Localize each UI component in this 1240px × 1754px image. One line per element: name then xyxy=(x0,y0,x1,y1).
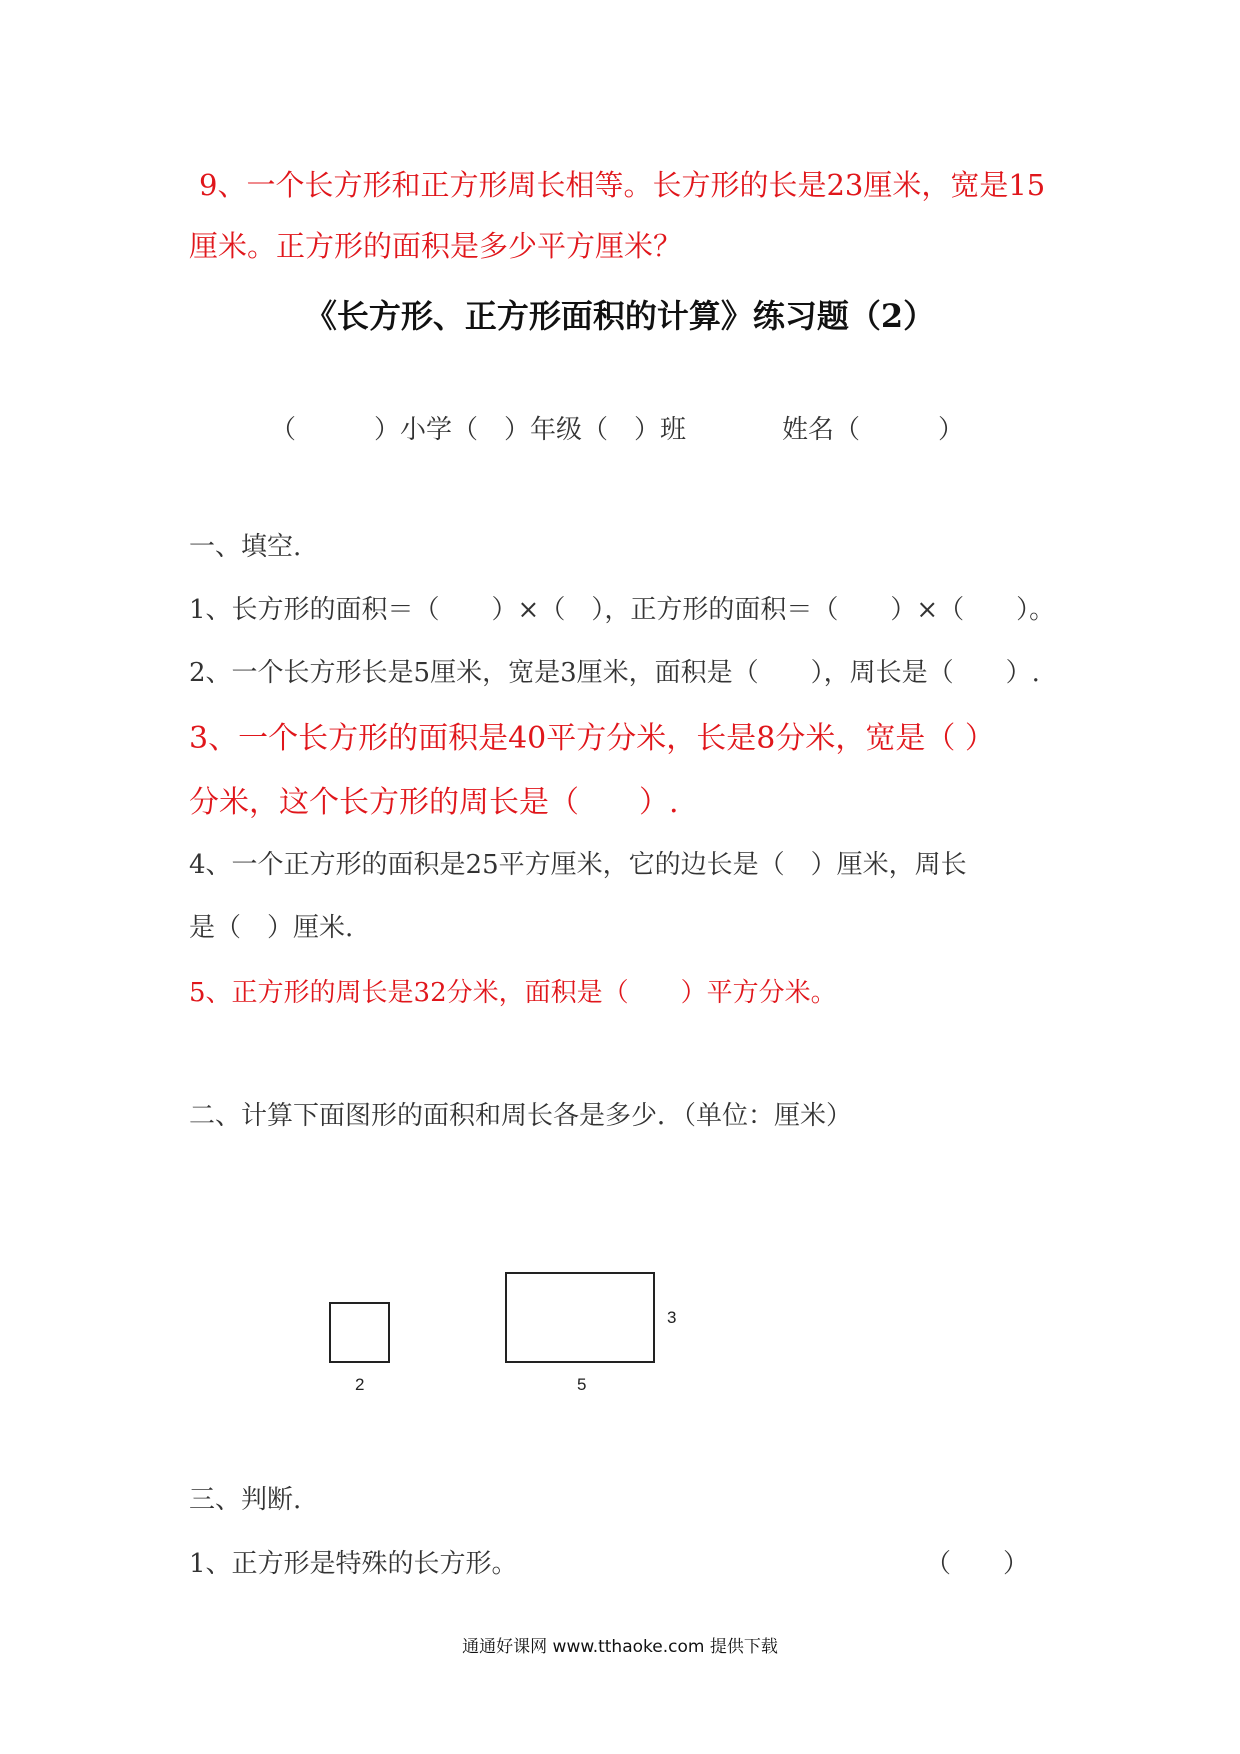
rectangle-shape xyxy=(506,1273,654,1362)
square-shape xyxy=(330,1303,389,1362)
student-name-field: 姓名（ ） xyxy=(782,415,965,445)
section-3-heading: 三、判断. xyxy=(189,1485,302,1515)
section-1-heading: 一、填空. xyxy=(189,532,302,562)
judge-item-1: 1、正方形是特殊的长方形。 xyxy=(189,1549,518,1579)
school-class-field: （ ）小学（ ）年级（ ）班 xyxy=(270,415,687,445)
rectangle-height-label: 3 xyxy=(667,1308,677,1327)
fill-item-4-line-1: 4、一个正方形的面积是25平方厘米，它的边长是（ ）厘米，周长 xyxy=(189,850,967,880)
fill-item-4-line-2: 是（ ）厘米. xyxy=(189,913,354,943)
fill-item-2: 2、一个长方形长是5厘米，宽是3厘米，面积是（ ），周长是（ ）. xyxy=(189,658,1040,688)
judge-item-1-answer-blank: （ ） xyxy=(925,1549,1030,1579)
fill-item-5: 5、正方形的周长是32分米，面积是（ ）平方分米。 xyxy=(189,978,837,1008)
fill-item-1: 1、长方形的面积＝（ ）×（ ），正方形的面积＝（ ）×（ ）。 xyxy=(189,595,1056,625)
question-9-line-2: 厘米。正方形的面积是多少平方厘米？ xyxy=(189,229,683,263)
section-2-heading: 二、计算下面图形的面积和周长各是多少．（单位：厘米） xyxy=(189,1101,853,1131)
square-side-label: 2 xyxy=(355,1375,365,1394)
rectangle-width-label: 5 xyxy=(577,1375,587,1394)
worksheet-title: 《长方形、正方形面积的计算》练习题（2） xyxy=(304,297,936,335)
fill-item-3-line-1: 3、一个长方形的面积是40平方分米，长是8分米，宽是（ ） xyxy=(189,721,995,756)
fill-item-3-line-2: 分米，这个长方形的周长是（ ）. xyxy=(189,785,679,820)
question-9-line-1: 9、一个长方形和正方形周长相等。长方形的长是23厘米，宽是15 xyxy=(199,168,1046,202)
footer-source: 通通好课网 www.tthaoke.com 提供下载 xyxy=(462,1637,778,1657)
